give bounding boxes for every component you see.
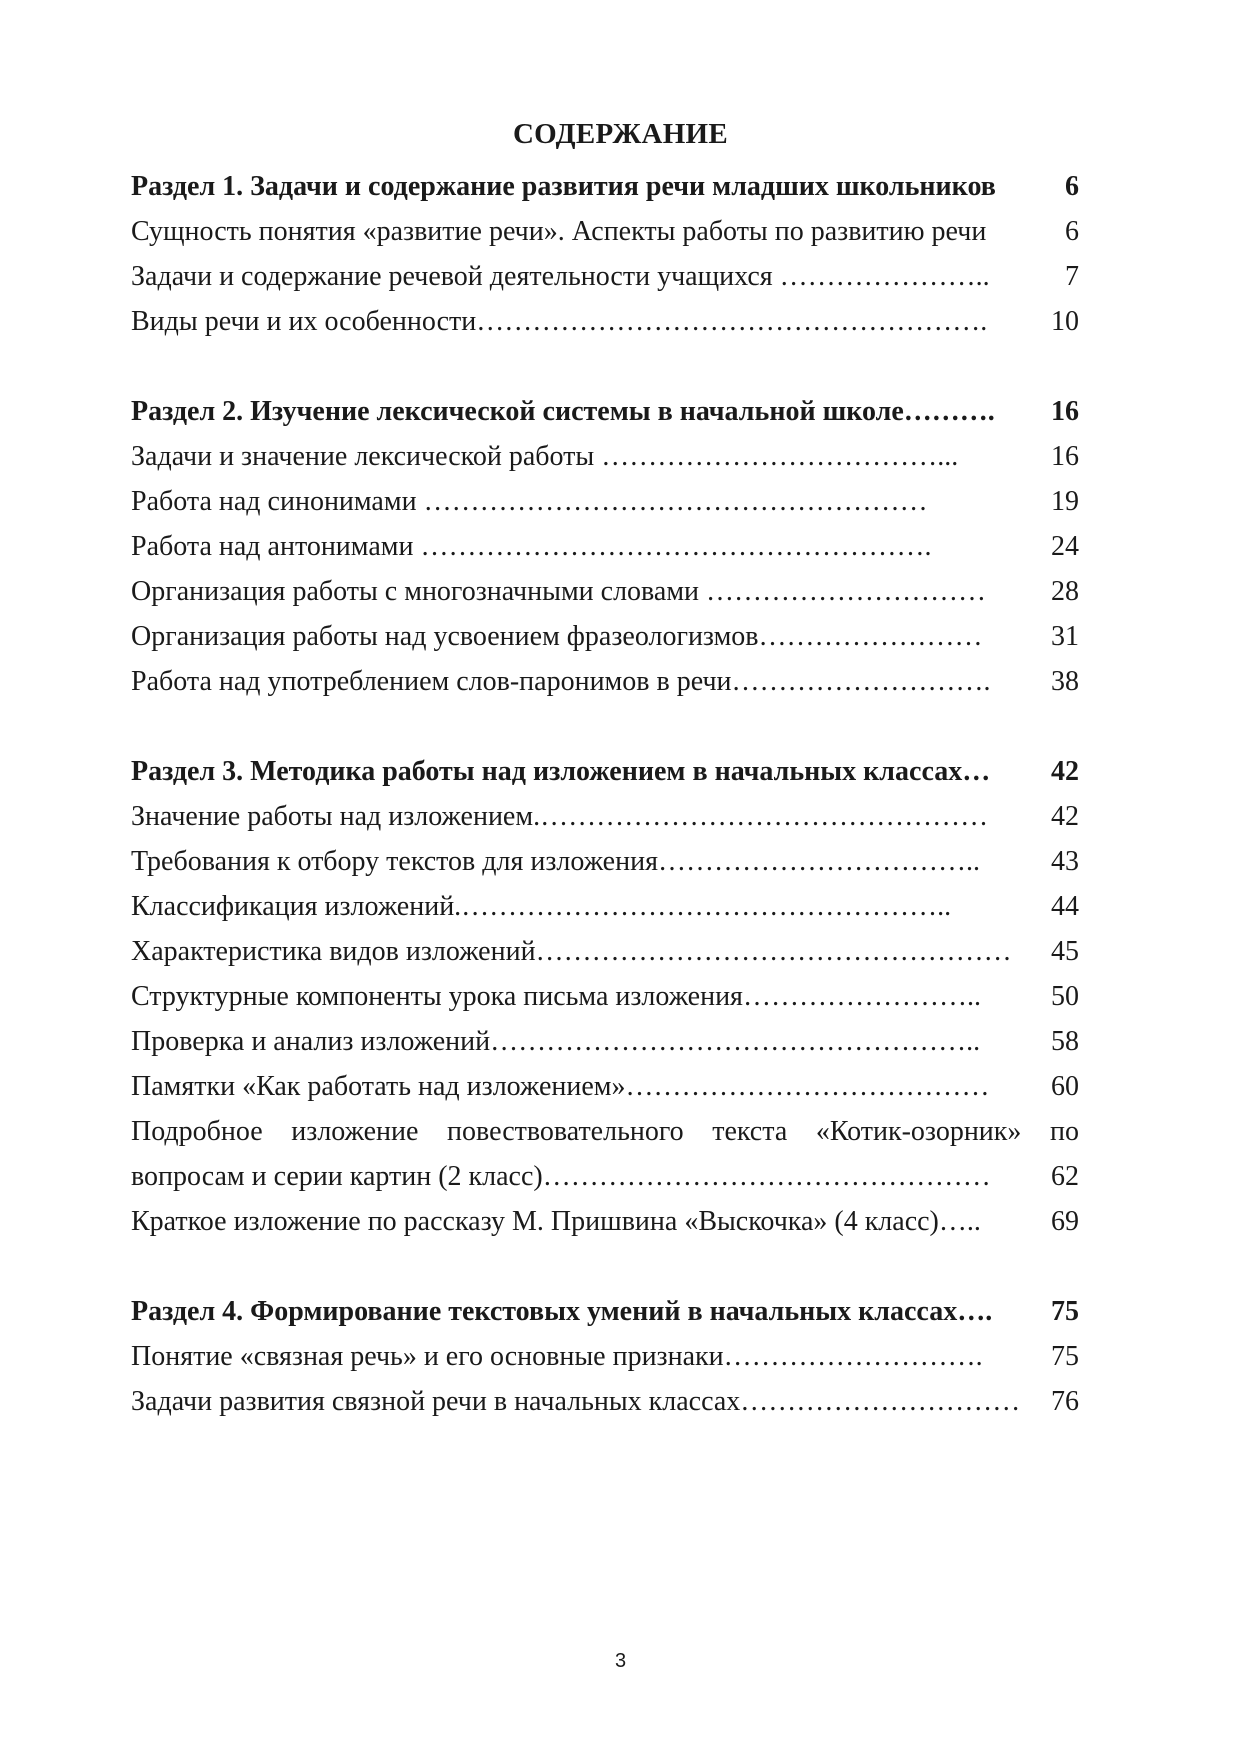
toc-entry-page: 50 — [1051, 981, 1079, 1012]
toc-entry-title: Работа над антонимами ………………………………………………. — [131, 531, 932, 562]
toc-entry-page: 62 — [1051, 1161, 1079, 1192]
toc-entry-title: Значение работы над изложением.………………………………………… — [131, 801, 989, 832]
toc-entry — [131, 842, 1079, 882]
toc-entry — [131, 932, 1079, 972]
toc-entry — [131, 1067, 1079, 1107]
toc-entry-title: Понятие «связная речь» и его основные признаки………………………. — [131, 1341, 983, 1372]
toc-entry-title: Организация работы над усвоением фразеологизмов…………………… — [131, 621, 983, 652]
toc-entry-title: Виды речи и их особенности………………………………………………. — [131, 306, 988, 337]
toc-entry — [131, 797, 1079, 837]
toc-entry — [131, 1112, 1079, 1152]
toc-entry-title: Характеристика видов изложений…………………………………………… — [131, 936, 1012, 967]
toc-entry-page: 44 — [1051, 891, 1079, 922]
toc-entry-title: Подробное изложение повествовательного текста «Котик-озорник» по — [131, 1116, 1079, 1147]
toc-entry-page: 31 — [1051, 621, 1079, 652]
toc-entry-page: 76 — [1051, 1386, 1079, 1417]
toc-entry-page: 43 — [1051, 846, 1079, 877]
toc-entry-page: 10 — [1051, 306, 1079, 337]
toc-entry-page: 6 — [1065, 216, 1079, 247]
toc-section-heading — [131, 752, 1079, 792]
toc-entry — [131, 302, 1079, 342]
toc-section-heading — [131, 1292, 1079, 1332]
toc-entry-title: Задачи и содержание речевой деятельности учащихся ………………….. — [131, 261, 990, 292]
toc-entry-title: Работа над употреблением слов-паронимов в речи………………………. — [131, 666, 991, 697]
toc-entry-page: 28 — [1051, 576, 1079, 607]
toc-entry — [131, 887, 1079, 927]
toc-entry-title: Структурные компоненты урока письма изложения…………………….. — [131, 981, 981, 1012]
toc-entry-page: 38 — [1051, 666, 1079, 697]
toc-entry-title: Раздел 1. Задачи и содержание развития речи младших школьников — [131, 171, 996, 202]
toc-entry-page: 24 — [1051, 531, 1079, 562]
toc-entry-page: 42 — [1051, 801, 1079, 832]
toc-entry-title: Раздел 2. Изучение лексической системы в начальной школе………. — [131, 396, 995, 427]
toc-entry-title: Раздел 3. Методика работы над изложением в начальных классах… — [131, 756, 991, 787]
toc-entry-title: Памятки «Как работать над изложением»………………………………… — [131, 1071, 990, 1102]
toc-section-heading — [131, 392, 1079, 432]
page-title: СОДЕРЖАНИЕ — [512, 118, 729, 150]
toc-entry — [131, 1337, 1079, 1377]
toc-entry — [131, 1382, 1079, 1422]
toc-entry-title: Задачи развития связной речи в начальных классах………………………… — [131, 1386, 1021, 1417]
toc-entry — [131, 1022, 1079, 1062]
toc-entry-title: Проверка и анализ изложений…………………………………………….. — [131, 1026, 981, 1057]
toc-entry-title: Раздел 4. Формирование текстовых умений в начальных классах…. — [131, 1296, 993, 1327]
toc-entry-page: 45 — [1051, 936, 1079, 967]
toc-entry — [131, 617, 1079, 657]
toc-entry-title: Задачи и значение лексической работы ………………………………... — [131, 441, 959, 472]
toc-entry-page: 75 — [1051, 1296, 1079, 1327]
toc-entry — [131, 662, 1079, 702]
toc-entry-page: 75 — [1051, 1341, 1079, 1372]
toc-entry-page: 19 — [1051, 486, 1079, 517]
toc-entry-title: Сущность понятия «развитие речи». Аспекты работы по развитию речи — [131, 216, 987, 247]
toc-entry — [131, 572, 1079, 612]
page-number: 3 — [614, 1650, 627, 1672]
toc-entry-title: Краткое изложение по рассказу М. Пришвина «Выскочка» (4 класс)….. — [131, 1206, 981, 1237]
toc-entry — [131, 527, 1079, 567]
toc-entry — [131, 482, 1079, 522]
toc-entry-title: Работа над синонимами ……………………………………………… — [131, 486, 928, 517]
toc-entry — [131, 1157, 1079, 1197]
toc-entry — [131, 977, 1079, 1017]
toc-entry-page: 16 — [1051, 441, 1079, 472]
toc-entry-page: 58 — [1051, 1026, 1079, 1057]
toc-entry-page: 69 — [1051, 1206, 1079, 1237]
toc-entry-page: 60 — [1051, 1071, 1079, 1102]
toc-entry — [131, 437, 1079, 477]
toc-entry-page: 16 — [1051, 396, 1079, 427]
toc-entry-title: Классификация изложений.…………………………………………….. — [131, 891, 952, 922]
toc-entry — [131, 212, 1079, 252]
toc-entry — [131, 257, 1079, 297]
toc-entry-title: Организация работы с многозначными словами ………………………… — [131, 576, 987, 607]
toc-section-heading — [131, 167, 1079, 207]
toc-entry-page: 6 — [1065, 171, 1079, 202]
toc-entry-title: Требования к отбору текстов для изложения…………………………….. — [131, 846, 980, 877]
toc-entry-page: 7 — [1065, 261, 1079, 292]
toc-entry-title: вопросам и серии картин (2 класс)………………………………………… — [131, 1161, 991, 1192]
toc-entry — [131, 1202, 1079, 1242]
toc-entry-page: 42 — [1051, 756, 1079, 787]
